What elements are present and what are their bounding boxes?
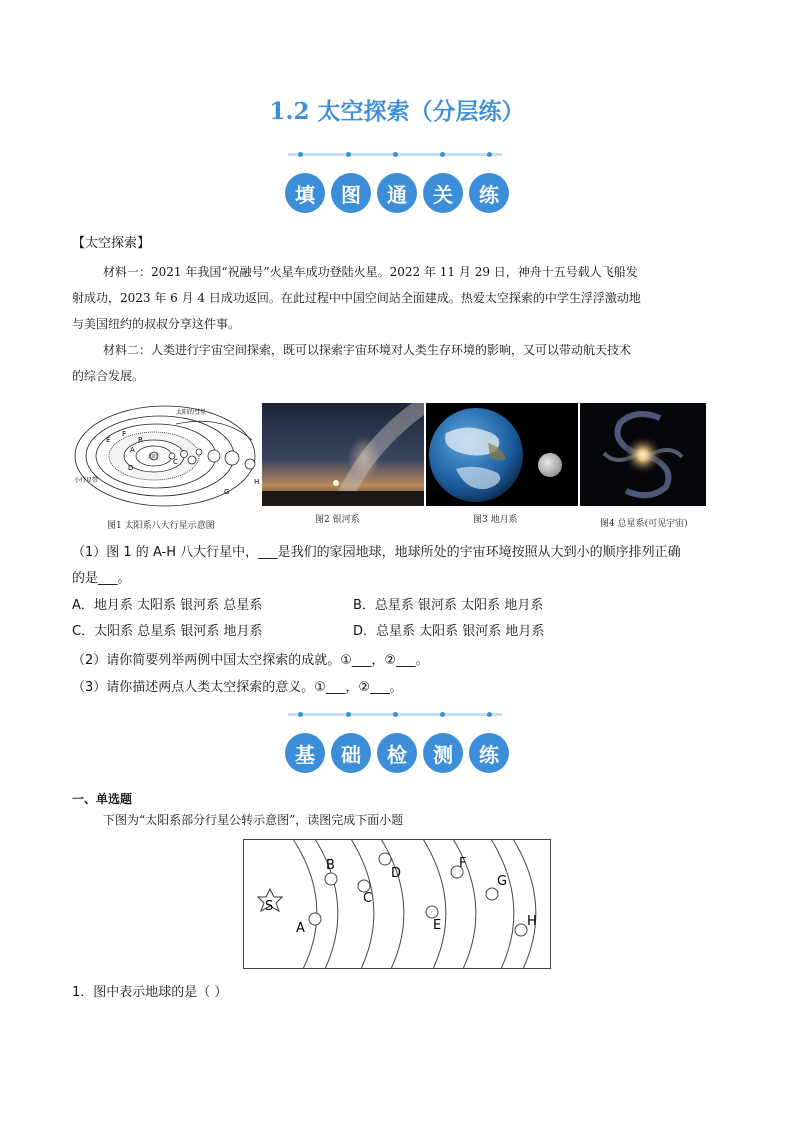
comet-label: 太阳的彗星: [176, 409, 207, 416]
material2-line: 材料二：人类进行宇宙空间探索，既可以探索宇宙环境对人类生存环境的影响，又可以带动航天技术: [103, 343, 632, 357]
banner-char: 练: [469, 733, 509, 773]
planet-letter: A: [296, 921, 305, 936]
block-label: 【太空探索】: [72, 236, 151, 251]
planet-letter: F: [459, 856, 467, 871]
decor-dot: [298, 152, 303, 157]
intro-text: 下图为“太阳系部分行星公转示意图”，读图完成下面小题: [103, 813, 404, 827]
banner-char: 测: [423, 733, 463, 773]
page-title: 1.2 太空探索（分层练）: [269, 98, 525, 125]
banner-char: 通: [377, 173, 417, 213]
solar-system-diagram: [72, 400, 262, 512]
galaxy-photo: [580, 403, 706, 506]
decor-dot: [440, 712, 445, 717]
sun-label: 太阳: [147, 454, 158, 460]
planet-letter: H: [254, 478, 260, 486]
banner-char: 填: [285, 173, 325, 213]
belt-label: 小行星带: [74, 477, 99, 484]
orbit-diagram: [243, 839, 551, 969]
planet-letter: H: [527, 914, 537, 929]
planet-letter: A: [130, 446, 135, 454]
earth-moon-photo: [426, 403, 578, 506]
planet-letter: E: [106, 436, 111, 444]
decor-dot: [393, 712, 398, 717]
decor-dot: [440, 152, 445, 157]
milky-way-photo: [262, 403, 424, 506]
material2-line: 的综合发展。: [72, 369, 145, 383]
decor-dot: [487, 712, 492, 717]
planet-letter: G: [224, 488, 230, 496]
planet-letter: E: [433, 918, 442, 933]
section-banner-fill-map: [0, 173, 794, 213]
option-b[interactable]: B．总星系 银河系 太阳系 地月系: [353, 598, 544, 613]
sun-letter: S: [265, 899, 274, 914]
planet-letter: D: [128, 464, 134, 472]
decor-dot: [393, 152, 398, 157]
planet-letter: C: [363, 891, 373, 906]
decor-dot: [487, 152, 492, 157]
question-3: （3）请你描述两点人类太空探索的意义。①___，②___。: [72, 680, 403, 695]
planet-letter: C: [173, 458, 178, 466]
banner-char: 础: [331, 733, 371, 773]
question-2: （2）请你简要列举两例中国太空探索的成就。①___，②___。: [72, 653, 429, 668]
option-c[interactable]: C．太阳系 总星系 银河系 地月系: [72, 624, 263, 639]
banner-char: 检: [377, 733, 417, 773]
banner-char: 练: [469, 173, 509, 213]
fig2-caption: 图2 银河系: [315, 515, 360, 525]
option-d[interactable]: D．总星系 太阳系 银河系 地月系: [353, 624, 545, 639]
material1-line: 与美国纽约的叔叔分享这件事。: [72, 317, 241, 331]
banner-char: 关: [423, 173, 463, 213]
fig3-caption: 图3 地月系: [473, 515, 518, 525]
banner-char: 基: [285, 733, 325, 773]
decor-dot: [346, 152, 351, 157]
planet-letter: F: [122, 430, 127, 438]
planet-letter: B: [138, 436, 143, 444]
question-earth: 1．图中表示地球的是（ ）: [72, 985, 228, 1000]
section-heading: 一、单选题: [72, 792, 133, 806]
planet-letter: B: [326, 858, 335, 873]
planet-letter: D: [391, 866, 402, 881]
section-banner-basic-check: [0, 733, 794, 773]
question-1-line: 的是___。: [72, 571, 131, 586]
material1-line: 材料一：2021 年我国“祝融号”火星车成功登陆火星。2022 年 11 月 29 日，神舟十五号载人飞船发: [103, 265, 638, 279]
fig1-caption: 图1 太阳系八大行星示意图: [107, 521, 215, 531]
decor-dot: [346, 712, 351, 717]
banner-char: 图: [331, 173, 371, 213]
question-1-line: （1）图 1 的 A-H 八大行星中，___是我们的家园地球，地球所处的宇宙环境按照从大到小的顺序排列正确: [72, 545, 681, 560]
material1-line: 射成功，2023 年 6 月 4 日成功返回。在此过程中中国空间站全面建成。热爱太空探索的中学生浮浮激动地: [72, 291, 641, 305]
fig4-caption: 图4 总星系(可见宇宙): [600, 519, 688, 529]
option-a[interactable]: A．地月系 太阳系 银河系 总星系: [72, 598, 263, 613]
decor-dot: [298, 712, 303, 717]
planet-letter: G: [497, 874, 508, 889]
